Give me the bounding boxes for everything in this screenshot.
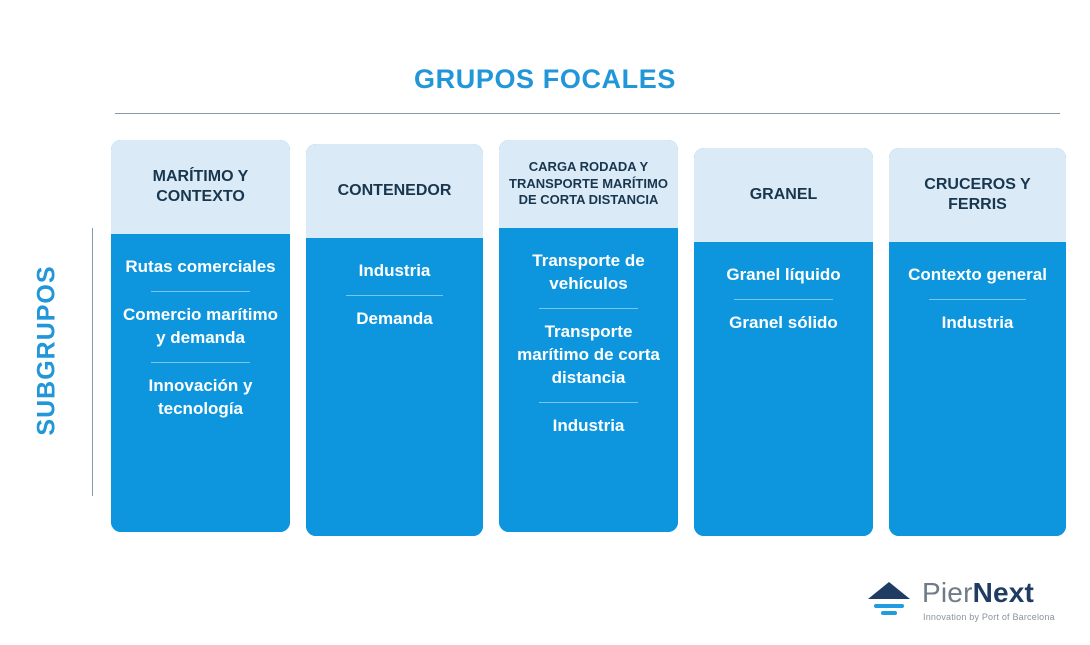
subgroup-item[interactable]: Transporte marítimo de corta distancia (517, 321, 660, 387)
item-divider (151, 291, 250, 292)
column-body (111, 234, 290, 532)
subgroup-item[interactable]: Transporte de vehículos (532, 251, 645, 293)
item-divider (539, 402, 638, 403)
column-header: CARGA RODADA Y TRANSPORTE MARÍTIMO DE CORTA DISTANCIA (499, 140, 678, 228)
column-header: CRUCEROS Y FERRIS (889, 148, 1066, 242)
item-divider (346, 295, 443, 296)
column-cruceros-y-ferris[interactable] (889, 148, 1066, 536)
column-granel[interactable] (694, 148, 873, 536)
column-body (306, 238, 483, 536)
column-body (889, 242, 1066, 536)
column-contenedor[interactable] (306, 144, 483, 536)
column-maritimo-y-contexto[interactable] (111, 140, 290, 532)
title-divider (115, 113, 1060, 114)
column-header: GRANEL (694, 148, 873, 242)
subgroup-item[interactable]: Comercio marítimo y demanda (123, 304, 278, 347)
subgroup-item[interactable]: Demanda (356, 308, 433, 328)
piernext-wordmark (922, 577, 1034, 609)
item-divider (734, 299, 833, 300)
column-header: CONTENEDOR (306, 144, 483, 238)
logo-name-light: Pier (922, 577, 973, 608)
piernext-logo (866, 575, 1056, 631)
subgroup-item[interactable]: Rutas comerciales (125, 257, 276, 276)
focus-groups-columns (111, 140, 1066, 532)
piernext-mark-icon (866, 578, 912, 618)
column-body (499, 228, 678, 532)
subgroups-axis-line (92, 228, 93, 496)
item-divider (539, 308, 638, 309)
item-divider (151, 362, 250, 363)
logo-name-bold: Next (972, 577, 1035, 608)
subgroup-item[interactable]: Contexto general (908, 265, 1047, 284)
subgroup-item[interactable]: Industria (941, 312, 1014, 332)
subgroups-axis-label: SUBGRUPOS (32, 265, 61, 436)
column-carga-rodada[interactable] (499, 140, 678, 532)
item-divider (929, 299, 1026, 300)
column-body (694, 242, 873, 536)
piernext-tagline: Innovation by Port of Barcelona (923, 612, 1055, 622)
subgroup-item[interactable]: Industria (358, 261, 431, 280)
page-title: GRUPOS FOCALES (414, 64, 676, 94)
subgroup-item[interactable]: Innovación y tecnología (148, 375, 253, 418)
subgroup-item[interactable]: Granel líquido (726, 265, 841, 284)
column-header: MARÍTIMO Y CONTEXTO (111, 140, 290, 234)
subgroup-item[interactable]: Industria (552, 415, 625, 435)
subgroup-item[interactable]: Granel sólido (729, 312, 838, 332)
